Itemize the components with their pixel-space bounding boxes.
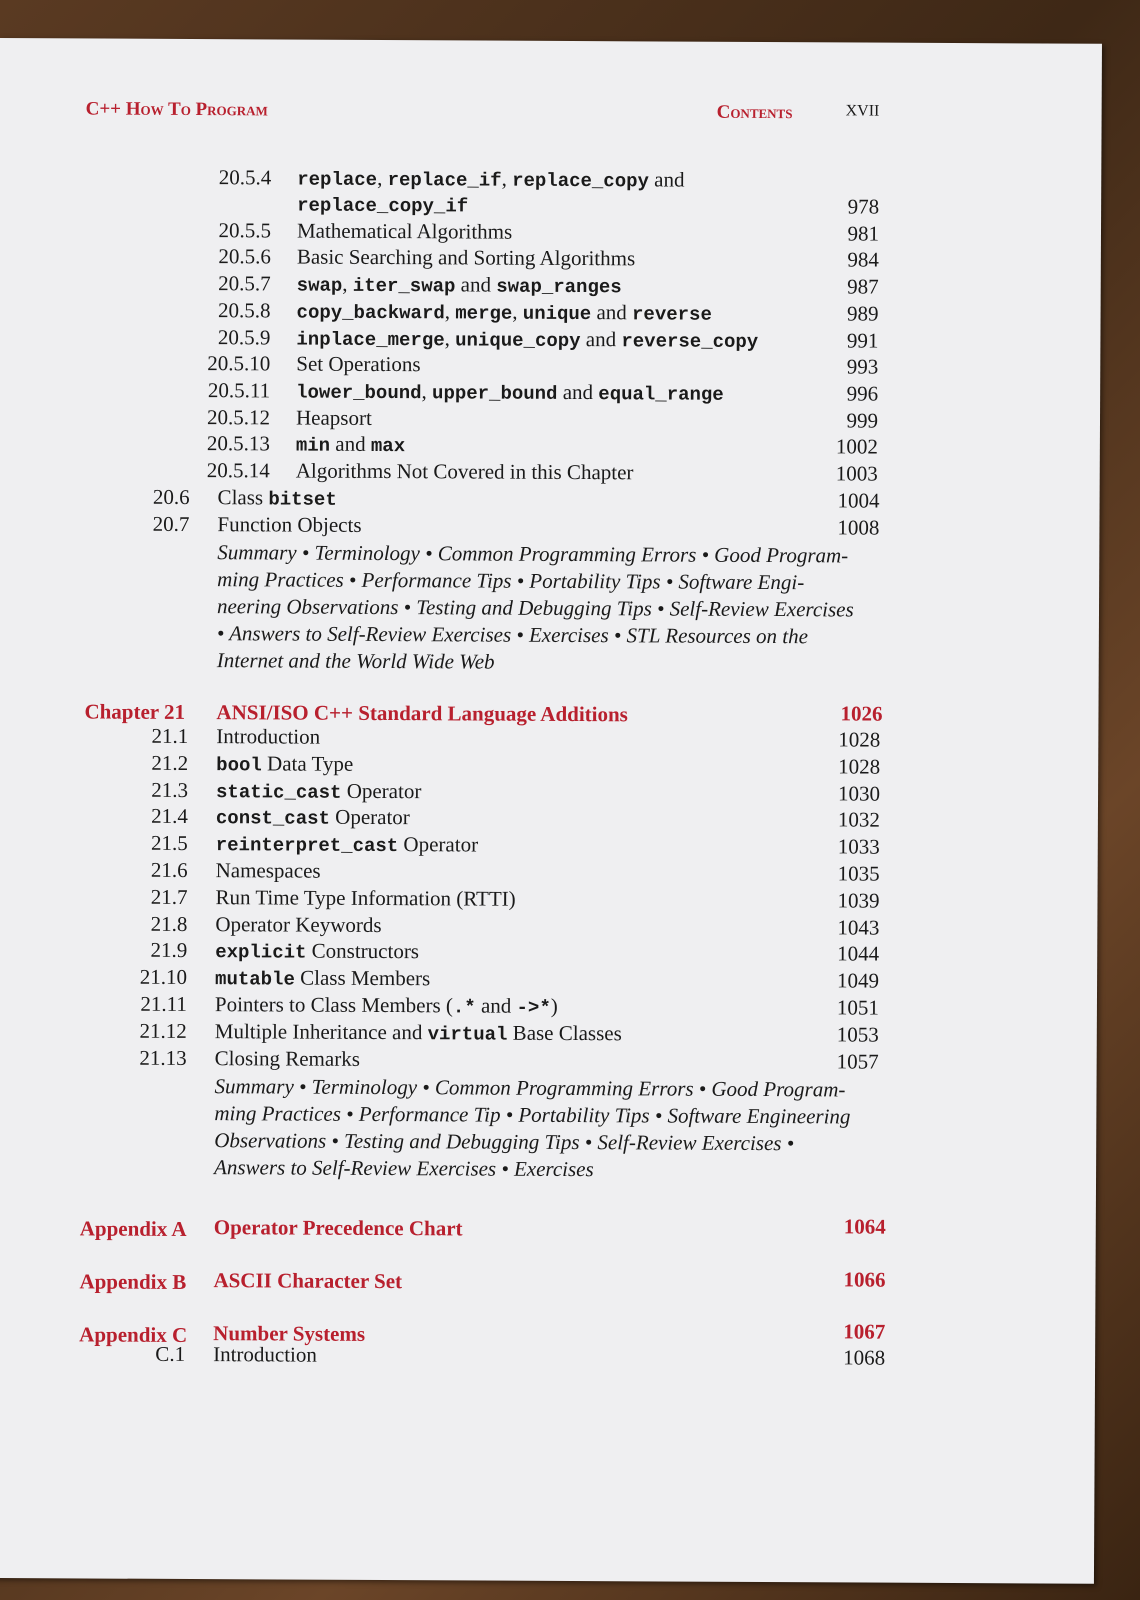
- title-text: Closing Remarks: [214, 1045, 360, 1071]
- title-text: Pointers to Class Members (: [214, 992, 453, 1018]
- section-title: [297, 298, 712, 325]
- section-page: 1035: [837, 861, 880, 886]
- title-text: Namespaces: [215, 858, 321, 883]
- section-page: 1004: [837, 488, 880, 513]
- section-page: 987: [847, 274, 879, 299]
- section-page: 1039: [837, 888, 880, 913]
- section-title: Contents: [716, 101, 793, 124]
- title-text: ): [550, 993, 558, 1018]
- code-term: replace_copy: [512, 169, 650, 193]
- section-page: 1028: [838, 727, 881, 752]
- chapter21-page: 1026: [840, 701, 883, 726]
- section-number: 21.4: [151, 804, 188, 829]
- section-number: 21.6: [150, 857, 188, 882]
- section-title: [215, 965, 430, 991]
- title-text: Data Type: [261, 751, 354, 776]
- code-term: lower_bound: [296, 381, 422, 405]
- page-number: XVII: [845, 102, 880, 120]
- code-term: max: [370, 435, 406, 458]
- title-text: and: [330, 432, 371, 457]
- code-term: equal_range: [598, 383, 724, 406]
- code-term: reverse: [632, 303, 712, 326]
- title-text: Set Operations: [296, 351, 421, 377]
- chapter21-label: Chapter 21: [84, 699, 186, 724]
- title-text: Run Time Type Information (RTTI): [215, 884, 516, 911]
- title-text: Operator: [398, 832, 479, 857]
- section-page: 1008: [837, 515, 880, 540]
- section-title: [296, 378, 724, 405]
- code-term: .*: [452, 996, 476, 1019]
- section-number: 20.5.8: [218, 297, 271, 323]
- appendix-c-label: Appendix C: [79, 1322, 188, 1347]
- section-title: [216, 805, 410, 831]
- section-title: [216, 831, 478, 857]
- code-term: replace_copy_if: [297, 194, 469, 218]
- section-number: 21.10: [139, 964, 188, 990]
- title-text: and: [557, 379, 599, 405]
- section-number: 20.5.14: [206, 458, 270, 483]
- section-page: 1043: [837, 914, 880, 940]
- title-text: Heapsort: [295, 405, 372, 430]
- section-number: 20.5.11: [207, 377, 271, 403]
- section-number: 21.7: [150, 884, 188, 909]
- section-title: [296, 352, 420, 378]
- appendix-c-page: 1067: [843, 1319, 886, 1344]
- code-term: reinterpret_cast: [215, 834, 399, 858]
- code-term: merge: [455, 302, 513, 325]
- section-number: 20.5.4: [218, 165, 272, 190]
- title-text: ,: [444, 299, 456, 324]
- chapter21-summary: [214, 1073, 905, 1185]
- code-term: unique_copy: [455, 328, 581, 352]
- title-text: ,: [421, 379, 433, 404]
- code-term: ->*: [516, 996, 551, 1019]
- title-text: Introduction: [216, 724, 321, 749]
- title-text: ,: [501, 166, 513, 191]
- section-page: 996: [846, 381, 879, 406]
- title-text: and: [580, 326, 622, 351]
- title-text: ,: [377, 165, 388, 191]
- section-page: 991: [846, 327, 879, 353]
- title-text: Multiple Inheritance and: [214, 1018, 428, 1045]
- summary-line: Summary • Terminology • Common Programming Errors • Good Program-: [217, 540, 849, 568]
- summary-line: Internet and the World Wide Web: [216, 648, 495, 674]
- summary-line: ming Practices • Performance Tip • Portability Tips • Software Engineering: [214, 1101, 851, 1129]
- section-number: 20.5.13: [206, 431, 270, 456]
- summary-line: • Answers to Self-Review Exercises • Exercises • STL Resources on the: [216, 621, 809, 649]
- title-text: Constructors: [306, 939, 420, 964]
- section-number: 21.2: [151, 750, 189, 775]
- section-title: [296, 459, 634, 486]
- section-title: [297, 192, 468, 218]
- section-page: 1033: [837, 834, 880, 859]
- section-page: 984: [847, 247, 879, 272]
- section-title: [216, 724, 320, 750]
- section-number: 21.3: [151, 777, 189, 802]
- section-page: 978: [847, 194, 880, 219]
- section-page: 1032: [837, 807, 880, 833]
- title-text: Base Classes: [507, 1020, 622, 1046]
- code-term: mutable: [215, 968, 295, 991]
- section-number: 20.5.6: [218, 244, 271, 269]
- code-term: upper_bound: [432, 382, 558, 405]
- summary-line: Summary • Terminology • Common Programming Errors • Good Program-: [214, 1074, 846, 1102]
- section-number: C.1: [155, 1341, 186, 1366]
- section-page: 1051: [836, 995, 879, 1020]
- title-text: ,: [444, 325, 456, 350]
- section-number: 21.1: [151, 723, 189, 748]
- code-term: const_cast: [215, 807, 331, 831]
- section-title: [215, 939, 419, 965]
- code-term: swap: [296, 274, 343, 297]
- section-number: 21.13: [139, 1045, 187, 1070]
- section-page: 993: [846, 354, 879, 379]
- book-page: [0, 38, 1102, 1584]
- section-number: 21.12: [139, 1018, 187, 1043]
- code-term: swap_ranges: [496, 275, 622, 299]
- section-page: 1057: [836, 1048, 879, 1074]
- section-number: 20.5.12: [206, 404, 271, 430]
- section-title: [296, 405, 372, 430]
- title-text: and: [475, 993, 517, 1018]
- title-text: Class Members: [294, 965, 431, 991]
- summary-line: Observations • Testing and Debugging Tips • Self-Review Exercises •: [214, 1128, 795, 1156]
- section-title: [215, 912, 381, 938]
- code-term: replace: [297, 168, 378, 191]
- section-page: 989: [847, 301, 879, 326]
- section-page: 1053: [836, 1022, 879, 1047]
- section-page: 1030: [837, 780, 881, 806]
- appendix-b-title: ASCII Character Set: [213, 1268, 403, 1294]
- chapter21-title: ANSI/ISO C++ Standard Language Additions: [216, 700, 628, 727]
- title-text: Operator: [329, 805, 410, 830]
- title-text: and: [648, 167, 685, 192]
- title-text: ,: [342, 271, 353, 296]
- section-number: 20.5.9: [217, 324, 271, 349]
- book-title: C++ How To Program: [85, 98, 268, 121]
- summary-line: Answers to Self-Review Exercises • Exercises: [214, 1155, 594, 1182]
- title-text: Function Objects: [217, 512, 362, 537]
- title-text: Introduction: [213, 1342, 317, 1367]
- section-number: 21.11: [140, 991, 188, 1016]
- section-title: [297, 245, 635, 272]
- section-page: 1003: [835, 461, 878, 486]
- appendix-a-label: Appendix A: [79, 1216, 187, 1241]
- section-title: [216, 751, 353, 777]
- appendix-a-page: 1064: [843, 1214, 886, 1239]
- title-text: Class: [217, 485, 269, 510]
- section-title: [215, 1019, 622, 1046]
- code-term: reverse_copy: [621, 329, 759, 353]
- code-term: iter_swap: [352, 274, 456, 298]
- summary-line: neering Observations • Testing and Debugging Tips • Self-Review Exercises: [216, 594, 854, 622]
- section-number: 20.6: [152, 484, 190, 509]
- section-page: 1049: [837, 968, 880, 993]
- summary-line: ming Practices • Performance Tips • Portability Tips • Software Engi-: [217, 567, 805, 595]
- title-text: Operator Keywords: [215, 911, 382, 937]
- section-title: [216, 858, 321, 884]
- code-term: static_cast: [215, 780, 342, 804]
- code-term: copy_backward: [296, 301, 445, 325]
- section-number: 20.7: [152, 511, 190, 536]
- section-title: [297, 218, 512, 244]
- section-page: 999: [846, 408, 879, 433]
- title-text: and: [591, 299, 633, 325]
- title-text: Algorithms Not Covered in this Chapter: [295, 458, 634, 485]
- appendix-a-title: Operator Precedence Chart: [213, 1215, 463, 1241]
- section-title: [215, 992, 558, 1019]
- section-title: [296, 432, 405, 458]
- code-term: bitset: [268, 488, 337, 511]
- section-title: [216, 778, 421, 804]
- section-page: 1044: [837, 941, 880, 967]
- title-text: Mathematical Algorithms: [296, 218, 513, 244]
- title-text: Basic Searching and Sorting Algorithms: [296, 244, 636, 271]
- section-title: [297, 166, 684, 193]
- code-term: virtual: [427, 1023, 508, 1046]
- title-text: Operator: [341, 778, 422, 803]
- appendix-c-title: Number Systems: [213, 1321, 366, 1346]
- code-term: replace_if: [387, 169, 502, 192]
- section-title: [215, 885, 515, 912]
- section-number: 21.9: [150, 938, 188, 963]
- section-page: 1002: [835, 434, 878, 459]
- code-term: min: [295, 434, 331, 458]
- section-page: 1028: [838, 754, 881, 779]
- section-page: 1068: [843, 1345, 886, 1370]
- section-number: 20.5.7: [218, 271, 271, 296]
- section-title: [218, 485, 337, 511]
- section-page: 981: [847, 221, 880, 246]
- chapter20-summary: [217, 539, 908, 678]
- section-number: 21.8: [150, 911, 188, 936]
- code-term: explicit: [215, 941, 307, 965]
- section-title: [217, 512, 361, 538]
- section-title: [215, 1046, 360, 1072]
- code-term: unique: [522, 302, 592, 325]
- section-number: 20.5.10: [207, 351, 271, 376]
- section-number: 20.5.5: [218, 217, 272, 243]
- title-text: and: [455, 272, 497, 297]
- appendix-b-page: 1066: [843, 1267, 886, 1292]
- code-term: inplace_merge: [296, 328, 445, 351]
- section-title: [296, 325, 758, 352]
- code-term: bool: [216, 753, 262, 777]
- appendix-b-label: Appendix B: [79, 1269, 187, 1294]
- section-number: 21.5: [150, 830, 188, 856]
- title-text: ,: [512, 299, 523, 324]
- section-title: [297, 272, 622, 299]
